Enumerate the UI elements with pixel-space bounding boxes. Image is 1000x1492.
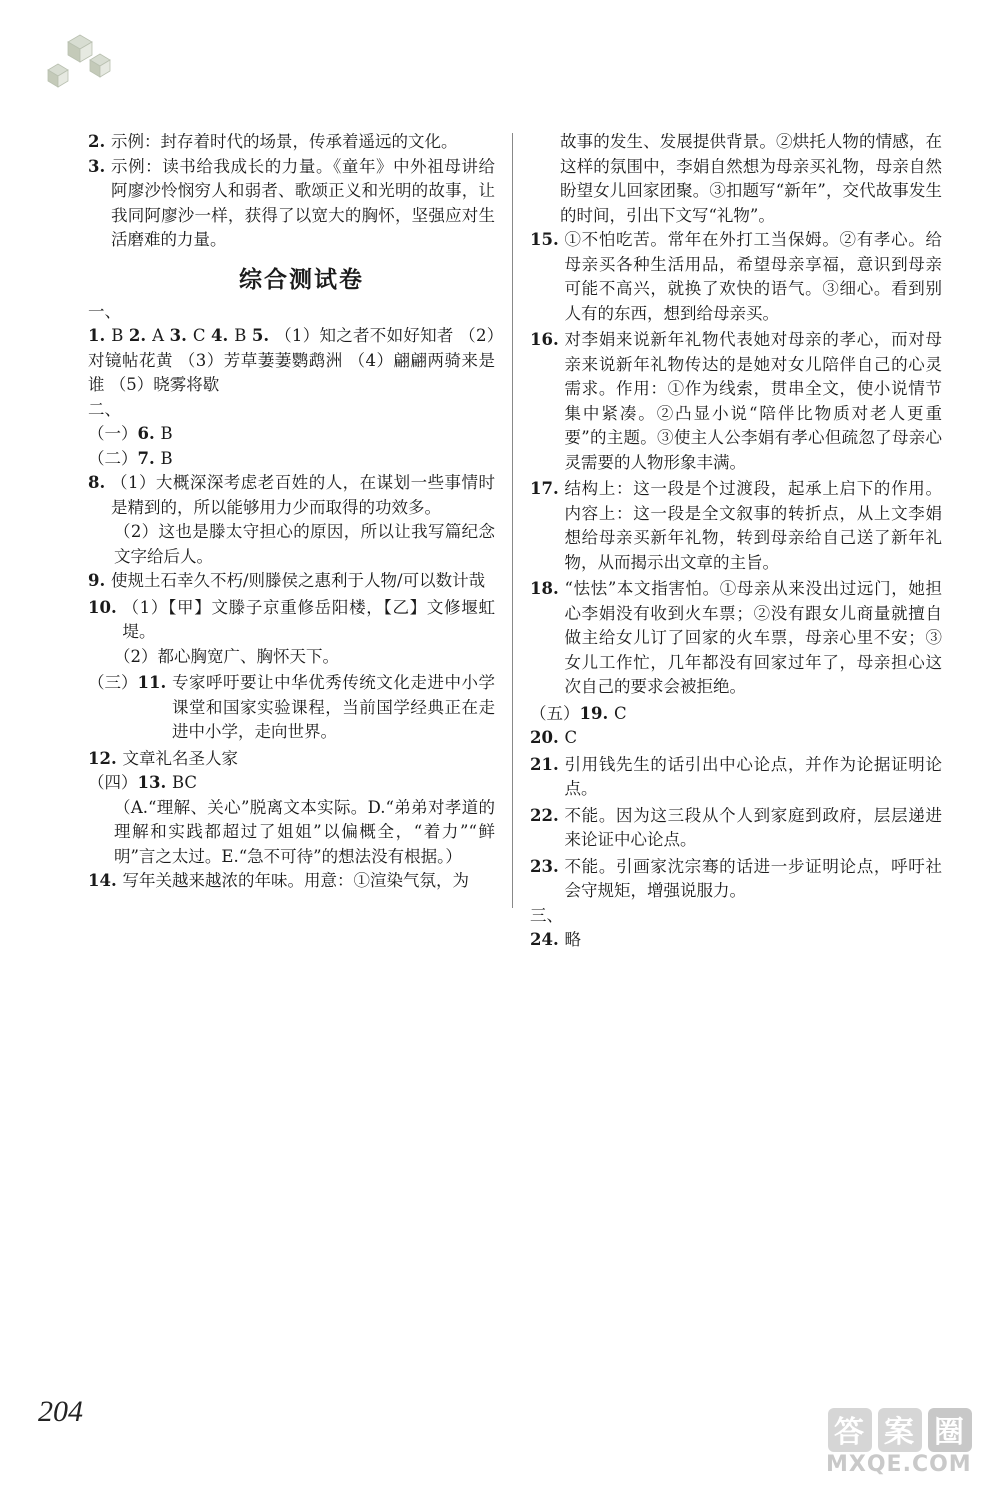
left-column — [88, 130, 495, 894]
answer-text: C — [613, 703, 627, 723]
answer-text: B — [160, 448, 173, 468]
part-three-heading: 三、 — [530, 905, 563, 925]
section-title: 综合测试卷 — [239, 265, 364, 293]
question-number: 6. — [137, 424, 161, 443]
answer-text: 示例：封存着时代的场景，传承着遥远的文化。 — [110, 132, 458, 151]
question-number: 10. — [88, 597, 123, 617]
question-number: 19. — [579, 703, 614, 723]
answer-text: ①不怕吃苦。常年在外打工当保姆。②有孝心。给母亲买各种生活用品，希望母亲享福，意识到母亲可能不高兴，就换了欢快的语气。③细心。看到别人有的东西，想到给母亲买。 — [564, 230, 942, 323]
question-number: 23. — [530, 856, 565, 876]
answer-text: “怯怯”本文指害怕。①母亲从来没出过远门，她担心李娟没有收到火车票；②没有跟女儿商量就擅自做主给女儿订了回家的火车票，母亲心里不安；③女儿工作忙，几年都没有回家过年了，母亲担心这次自己的要求会被拒绝。 — [564, 579, 942, 696]
answer-7 — [88, 447, 495, 472]
answer-10 — [88, 596, 495, 645]
question-number: 16. — [530, 330, 565, 349]
question-number: 3. — [88, 156, 111, 176]
answer-10-sub: （2）都心胸宽广、胸怀天下。 — [114, 646, 339, 666]
group-label: （三） — [88, 673, 138, 692]
answer-24 — [530, 928, 942, 953]
watermark-text: MXQE.COM — [826, 1452, 972, 1477]
answer-21 — [530, 753, 942, 802]
question-number: 4. — [211, 326, 235, 345]
question-number: 9. — [88, 571, 111, 590]
answer-text: 不能。引画家沈宗骞的话进一步证明论点，呼吁社会守规矩，增强说服力。 — [564, 856, 942, 900]
question-number: 17. — [530, 479, 565, 498]
answer-text: BC — [171, 773, 198, 792]
page-number: 204 — [38, 1395, 83, 1428]
answer-text: C — [192, 326, 211, 345]
question-number: 5. — [251, 326, 276, 345]
question-number: 20. — [530, 728, 565, 747]
question-number: 15. — [530, 230, 565, 249]
answer-16 — [530, 328, 942, 475]
answer-8 — [88, 471, 495, 520]
answer-text: B — [160, 424, 173, 443]
svg-text:答: 答 — [834, 1415, 864, 1450]
column-divider — [512, 133, 513, 908]
answer-2 — [88, 130, 495, 155]
question-number: 21. — [530, 754, 565, 774]
question-number: 3. — [169, 326, 193, 345]
answer-12 — [88, 747, 495, 772]
question-number: 14. — [88, 871, 123, 890]
answer-1-to-5 — [88, 324, 495, 398]
group-label: （五） — [530, 703, 580, 723]
part-one-heading: 一、 — [88, 301, 121, 321]
question-number: 11. — [137, 673, 172, 692]
group-label: （二） — [88, 448, 138, 468]
answer-text: （1）【甲】文滕子京重修岳阳楼，【乙】文修堰虹堤。 — [122, 597, 495, 641]
svg-text:圈: 圈 — [934, 1415, 964, 1450]
answer-13 — [88, 771, 495, 796]
question-number: 12. — [88, 748, 123, 768]
answer-15 — [530, 228, 942, 326]
answer-text: 不能。因为这三段从个人到家庭到政府，层层递进来论证中心论点。 — [564, 805, 942, 849]
answer-text: 专家呼吁要让中华优秀传统文化走进中小学课堂和国家实验课程，当前国学经典正在走进中小学，走向世界。 — [171, 673, 495, 741]
question-number: 2. — [88, 132, 111, 151]
answer-14 — [88, 869, 495, 894]
answer-17 — [530, 477, 942, 575]
question-number: 7. — [137, 448, 161, 468]
answer-19 — [530, 702, 942, 727]
answer-text: （1）知之者不如好知者 （2）对镜帖花黄 （3）芳草萋萋鹦鹉洲 （4）翩翩两骑来是谁 （5）晓雾将歇 — [88, 326, 495, 394]
question-number: 2. — [128, 326, 153, 345]
answer-text: C — [564, 728, 578, 747]
answer-text: 示例：读书给我成长的力量。《童年》中外祖母讲给阿廖沙怜悯穷人和弱者、歌颂正义和光明的故事，让我同阿廖沙一样，获得了以宽大的胸怀，坚强应对生活磨难的力量。 — [110, 156, 495, 249]
question-number: 8. — [88, 473, 111, 492]
svg-text:案: 案 — [884, 1415, 914, 1450]
question-number: 13. — [137, 773, 172, 792]
answer-text: B — [111, 326, 129, 345]
answer-3 — [88, 155, 495, 253]
answer-text: （1）大概深深考虑老百姓的人，在谋划一些事情时是精到的，所以能够用力少而取得的功效多。 — [110, 473, 495, 517]
answer-13-sub: （A.“理解、关心”脱离文本实际。D.“弟弟对孝道的理解和实践都超过了姐姐”以偏概全，“着力”“鲜明”言之太过。E.“急不可待”的想法没有根据。） — [114, 797, 495, 866]
answer-text: 写年关越来越浓的年味。用意：①渲染气氛，为 — [122, 871, 469, 890]
question-number: 24. — [530, 930, 565, 949]
answer-22 — [530, 804, 942, 853]
question-number: 22. — [530, 805, 565, 825]
answer-23 — [530, 855, 942, 904]
decorative-cube-ornament — [38, 22, 138, 102]
answer-text: 结构上：这一段是个过渡段，起承上启下的作用。内容上：这一段是全文叙事的转折点，从上文李娟想给母亲买新年礼物，转到母亲给自己送了新年礼物，从而揭示出文章的主旨。 — [564, 479, 942, 572]
right-column — [530, 130, 942, 953]
answer-text: 文章礼名圣人家 — [122, 748, 238, 768]
answer-20 — [530, 726, 942, 751]
answer-18 — [530, 577, 942, 700]
answer-8-sub: （2）这也是滕太守担心的原因，所以让我写篇纪念文字给后人。 — [114, 522, 495, 566]
answer-text: A — [152, 326, 170, 345]
answer-6 — [88, 422, 495, 447]
answer-text: B — [234, 326, 252, 345]
part-two-heading: 二、 — [88, 399, 121, 419]
answer-text: 使规土石幸久不朽/则滕侯之惠利于人物/可以数计哉 — [110, 571, 486, 590]
answer-text: 对李娟来说新年礼物代表她对母亲的孝心，而对母亲来说新年礼物传达的是她对女儿陪伴自己的心灵需求。作用：①作为线索，贯串全文，使小说情节集中紧凑。②凸显小说“陪伴比物质对老人更重要”的主题。③使主人公李娟有孝心但疏忽了母亲心灵需要的人物形象丰满。 — [564, 330, 942, 472]
answer-text: 引用钱先生的话引出中心论点，并作为论据证明论点。 — [564, 754, 942, 798]
answer-9 — [88, 569, 495, 594]
question-number: 18. — [530, 579, 565, 598]
group-label: （一） — [88, 424, 138, 443]
answer-text: 略 — [564, 930, 581, 949]
group-label: （四） — [88, 773, 138, 792]
question-number: 1. — [88, 326, 112, 345]
answer-14-continued: 故事的发生、发展提供背景。②烘托人物的情感，在这样的氛围中，李娟自然想为母亲买礼物，母亲自然盼望女儿回家团聚。③扣题写“新年”，交代故事发生的时间，引出下文写“礼物”。 — [560, 132, 942, 225]
answer-11 — [88, 671, 495, 745]
